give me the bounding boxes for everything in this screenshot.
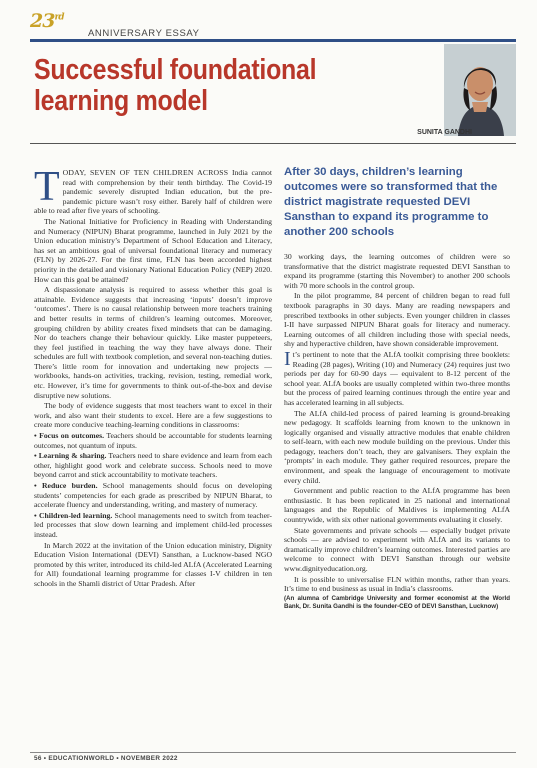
paragraph: A dispassionate analysis is required to assess whether this goal is attainable. Evidence suggests that increasing ‘inputs’ doesn’t improve ‘outcomes’. There is no causal relationship between more teachers training and better results in terms of children’s learning outcomes. Moreover, grouping children by ability creates fixed mindsets that can be damaging. Nor do teachers change their behaviour quickly. Like master puppeteers, they feel justified in teaching the way they have always done. Their schedules are full with textbook completion, and several non-teaching duties. There’s little room for innovation and undertaking new projects — workbooks, hands-on activities, tracking, revision, testing, remedial work, etc. However, it’s time for governments to think out-of-the-box and devise disruptive new solutions. — [34, 285, 272, 400]
bullet-item — [34, 511, 272, 540]
left-column — [34, 164, 273, 590]
bullet-heading: • Learning & sharing. — [34, 451, 107, 461]
bullet-text: School managements need to switch from teacher-led processes that slow down learning and implement child-led processes instead. — [34, 510, 272, 539]
author-byline: SUNITA GANDHI — [417, 129, 472, 136]
paragraph: The body of evidence suggests that most teachers want to excel in their work, and also want their students to excel. Here are a few suggestions to create more conducive teaching-learning conditions in classrooms: — [34, 401, 272, 430]
anniversary-logo — [30, 10, 64, 32]
page-footer: 56 • EDUCATIONWORLD • NOVEMBER 2022 — [34, 755, 178, 762]
bullet-heading: • Reduce burden. — [34, 481, 98, 490]
drop-cap: I — [284, 347, 291, 370]
paragraph: It is possible to universalise FLN within months, rather than years. It’s time to end business as usual in India’s classrooms. — [284, 574, 510, 594]
paragraph: The National Initiative for Proficiency in Reading with Understanding and Numeracy (NIPUN) Bharat programme, launched in July 2021 by the Union education ministry’s Department of School Education and Literacy, has set an ambitious goal of universal foundational literacy and numeracy (FLN) by 2026-27. For the first time, FLN has been accorded highest priority in the detailed and visionary National Education Policy (NEP) 2020. How can this goal be attained? — [34, 216, 272, 284]
paragraph: 30 working days, the learning outcomes of children were so transformative that the district magistrate requested DEVI Sansthan to expand its programme (starting this November) to another 200 schools with 70 more schools in the control group. — [284, 252, 510, 290]
footer-rule — [30, 752, 516, 753]
section-kicker: ANNIVERSARY ESSAY — [88, 28, 200, 39]
header-rule — [30, 39, 516, 42]
intro-text: India cannot read with comprehension by their tenth birthday. The Covid-19 pandemic severely disrupted Indian education, but the pre-pandemic picture wasn’t rosy either. Barely half of children were able to read after five years of schooling. — [34, 168, 272, 216]
paragraph: In the pilot programme, 84 percent of children began to read full textbook paragraphs in 30 days. Many are reading newspapers and prescribed textbooks in other subjects. Even younger children in classes I-II have surpassed NIPUN Bharat goals for literacy and numeracy. Learning outcomes of all children including those with special needs, shy and hyperactive children, have shown considerable improvement. — [284, 291, 510, 349]
right-column — [284, 252, 510, 612]
bullet-text: Teachers should be accountable for students learning outcomes, not quantum of inputs. — [34, 431, 272, 450]
title-rule — [30, 143, 516, 144]
bullet-heading: • Focus on outcomes. — [34, 431, 105, 441]
pull-quote: After 30 days, children’s learning outcomes were so transformed that the district magistrate requested DEVI Sansthan to expand its programme to another 200 schools — [284, 166, 498, 238]
bullet-item — [34, 481, 272, 510]
paragraph: In March 2022 at the invitation of the Union education ministry, Dignity Education Vision International (DEVI) Sansthan, a Lucknow-based NGO promoted by this writer, introduced its child-led ALfA (Accelerated Learning for All) foundational learning programme for classes I-V children in ten schools in the Shamli district of Uttar Pradesh. After — [34, 540, 272, 588]
page-header — [30, 10, 510, 40]
bullet-item — [34, 431, 272, 450]
author-photo — [444, 44, 516, 136]
lead-caps: ODAY, SEVEN OF TEN CHILDREN ACROSS — [62, 168, 229, 177]
paragraph — [284, 347, 510, 408]
anniversary-logo-number: 23 — [30, 10, 55, 32]
bullet-heading: • Children-led learning. — [34, 510, 113, 520]
paragraph: The ALfA child-led process of paired learning is ground-breaking new pedagogy. It scaffolds learning from known to the unknown in logically organised and visually attractive modules that enable children to self-learn, with each new module building on the previous. Under this pedagogy, teachers don’t teach, they are galvanisers. They explain the ‘prompts’ in each module. They gather required resources, prepare the environment, and speak the language of encouragement to motivate every child. — [284, 408, 510, 485]
article-title: Successful foundational learning model — [34, 54, 317, 117]
paragraph: Government and public reaction to the ALfA programme has been enthusiastic. It has been replicated in 25 national and international languages and the Republic of Maldives is implementing ALfA countrywide, with six other national governments evaluating it closely. — [284, 486, 510, 525]
drop-cap: T — [34, 164, 60, 210]
bullet-text: Teachers need to share evidence and learn from each other, highlight good work and celebrate success. Schools need to move beyond carrot and stick accountability to motivate teachers. — [34, 451, 273, 480]
author-bio: (An alumna of Cambridge University and former economist at the World Bank, Dr. Sunita Gandhi is the founder-CEO of DEVI Sansthan, Lucknow) — [284, 594, 510, 610]
bullet-text: School managements should focus on developing students’ competencies for each grade as prescribed by NIPUN Bharat, to accelerate fluency and understanding, writing, and mastery of numeracy. — [34, 481, 272, 510]
bullet-item — [34, 451, 272, 480]
intro-paragraph — [34, 164, 272, 216]
paragraph: State governments and private schools — especially budget private schools — are advised to experiment with ALfA and its variants to dramatically improve children’s learning outcomes. Interested parties are welcome to connect with DEVI Sansthan through our website www.dignityeducation.org. — [284, 525, 510, 573]
anniversary-logo-suffix: rd — [54, 12, 64, 23]
paragraph-text: t’s pertinent to note that the ALfA toolkit comprising three booklets: Reading (28 pages), Writing (10) and Numeracy (24) requires just two periods per day for 60-90 days — equivalent to 8-12 percent of the school year. ALfA books are usually completed within two-three months but the process of paired learning continues through the entire year and has accelerated learning in all subjects. — [284, 349, 510, 407]
